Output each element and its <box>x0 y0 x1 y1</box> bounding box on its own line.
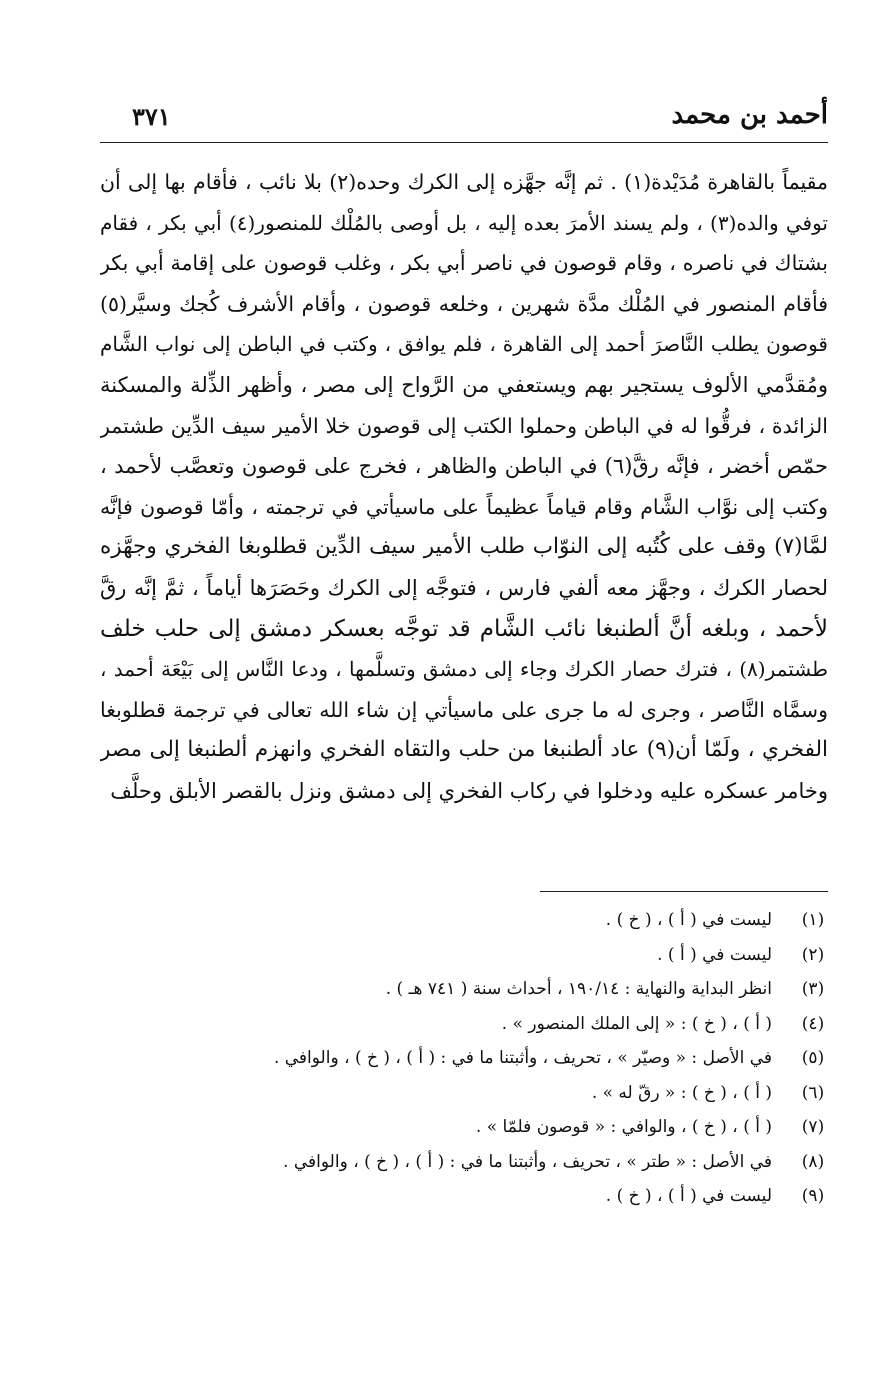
footnote-text: ليست في ( أ ) . <box>657 944 772 965</box>
footnote <box>100 1076 828 1111</box>
footnote <box>100 1007 828 1042</box>
page-number: ٣٧١ <box>132 102 171 131</box>
footnote-number: (٤) <box>801 1013 825 1034</box>
text-line: وخامر عسكره عليه ودخلوا في ركاب الفخري إلى دمشق ونزل بالقصر الأبلق وحلَّف <box>110 778 828 803</box>
footnote-number: (١) <box>801 910 825 930</box>
text-line: لحصار الكرك ، وجهَّز معه ألفي فارس ، فتوجَّه إلى الكرك وحَصَرَها أياماً ، ثمَّ إنَّه رقَّ <box>100 575 828 600</box>
footnote-number: (٨) <box>801 1151 825 1172</box>
footnote-text: انظر البداية والنهاية : ١٩٠/١٤ ، أحداث سنة ( ٧٤١ هـ ) . <box>385 979 772 999</box>
text-line: طشتمر(٨) ، فترك حصار الكرك وجاء إلى دمشق وتسلَّمها ، ودعا النَّاس إلى بَيْعَة أحمد ، <box>100 657 828 682</box>
footnote-text: ( أ ) ، ( خ ) : « رقّ له » . <box>591 1082 772 1103</box>
footnote-separator <box>540 891 828 892</box>
running-title: أحمد بن محمد <box>671 100 828 130</box>
footnote-text: ( أ ) ، ( خ ) : « إلى الملك المنصور » . <box>501 1013 772 1034</box>
text-line: قوصون يطلب النَّاصرَ أحمد إلى القاهرة ، فلم يوافق ، وكتب في الباطن إلى نواب الشَّام <box>100 332 828 357</box>
text-line: ومُقدَّمي الألوف يستجير بهم ويستعفي من الرَّواح إلى مصر ، وأظهر الذِّلة والمسكنة <box>100 372 828 397</box>
footnote <box>100 1179 828 1214</box>
text-line: حمّص أخضر ، فإنَّه رقَّ(٦) في الباطن والظاهر ، فخرج على قوصون وتعصَّب لأحمد ، <box>100 454 828 479</box>
footnote-number: (٦) <box>801 1082 825 1103</box>
footnote-number: (٥) <box>801 1048 825 1068</box>
footnotes <box>100 903 828 1214</box>
text-line: الفخري ، ولَمّا أن(٩) عاد ألطنبغا من حلب والتقاه الفخري وانهزم ألطنبغا إلى مصر <box>100 737 828 763</box>
text-line: الزائدة ، فرقُّوا له في الباطن وحملوا الكتب إلى قوصون خلا الأمير سيف الدِّين طشتمر <box>100 413 828 438</box>
footnote-text: ليست في ( أ ) ، ( خ ) . <box>605 910 772 930</box>
footnote <box>100 972 828 1007</box>
text-line: بشتاك في ناصره ، وقام قوصون في ناصر أبي بكر ، وغلب قوصون على إقامة أبي بكر <box>100 251 828 276</box>
text-line: لمَّا(٧) وقف على كُتُبه إلى النوّاب طلب الأمير سيف الدِّين قطلوبغا الفخري وجهَّزه <box>100 534 828 560</box>
footnote <box>100 938 828 973</box>
footnote <box>100 1145 828 1180</box>
text-line: وكتب إلى نوَّاب الشَّام وقام قياماً عظيماً على ماسيأتي في ترجمته ، وأمّا قوصون فإنَّه <box>100 494 828 519</box>
footnote-text: في الأصل : « طتر » ، تحريف ، وأثبتنا ما في : ( أ ) ، ( خ ) ، والوافي . <box>283 1151 772 1172</box>
footnote <box>100 903 828 938</box>
footnote-text: ليست في ( أ ) ، ( خ ) . <box>605 1186 772 1206</box>
page-header <box>100 100 828 143</box>
footnote-number: (٩) <box>801 1186 825 1206</box>
text-line: لأحمد ، وبلغه أنَّ ألطنبغا نائب الشَّام قد توجَّه بعسكر دمشق إلى حلب خلف <box>100 615 828 642</box>
footnote-text: في الأصل : « وصيّر » ، تحريف ، وأثبتنا ما في : ( أ ) ، ( خ ) ، والوافي . <box>273 1048 772 1068</box>
footnote-number: (٧) <box>801 1117 825 1137</box>
footnote-number: (٣) <box>801 979 825 999</box>
footnote <box>100 1110 828 1145</box>
footnote-number: (٢) <box>801 944 825 965</box>
main-text <box>100 162 828 812</box>
text-line: مقيماً بالقاهرة مُدَيْدة(١) . ثم إنَّه جهَّزه إلى الكرك وحده(٢) بلا نائب ، فأقام بها إلى أن <box>100 170 828 194</box>
text-line: توفي والده(٣) ، ولم يسند الأمرَ بعده إليه ، بل أوصى بالمُلْك للمنصور(٤) أبي بكر ، فقام <box>100 210 828 235</box>
text-line: فأقام المنصور في المُلْك مدَّة شهرين ، وخلعه قوصون ، وأقام الأشرف كُجك وسيَّر(٥) <box>100 291 828 316</box>
footnote-text: ( أ ) ، ( خ ) ، والوافي : « قوصون فلمّا » . <box>475 1117 772 1137</box>
footnote <box>100 1041 828 1076</box>
text-line: وسمَّاه النَّاصر ، وجرى له ما جرى على ماسيأتي إن شاء الله تعالى في ترجمة قطلوبغا <box>100 697 828 722</box>
